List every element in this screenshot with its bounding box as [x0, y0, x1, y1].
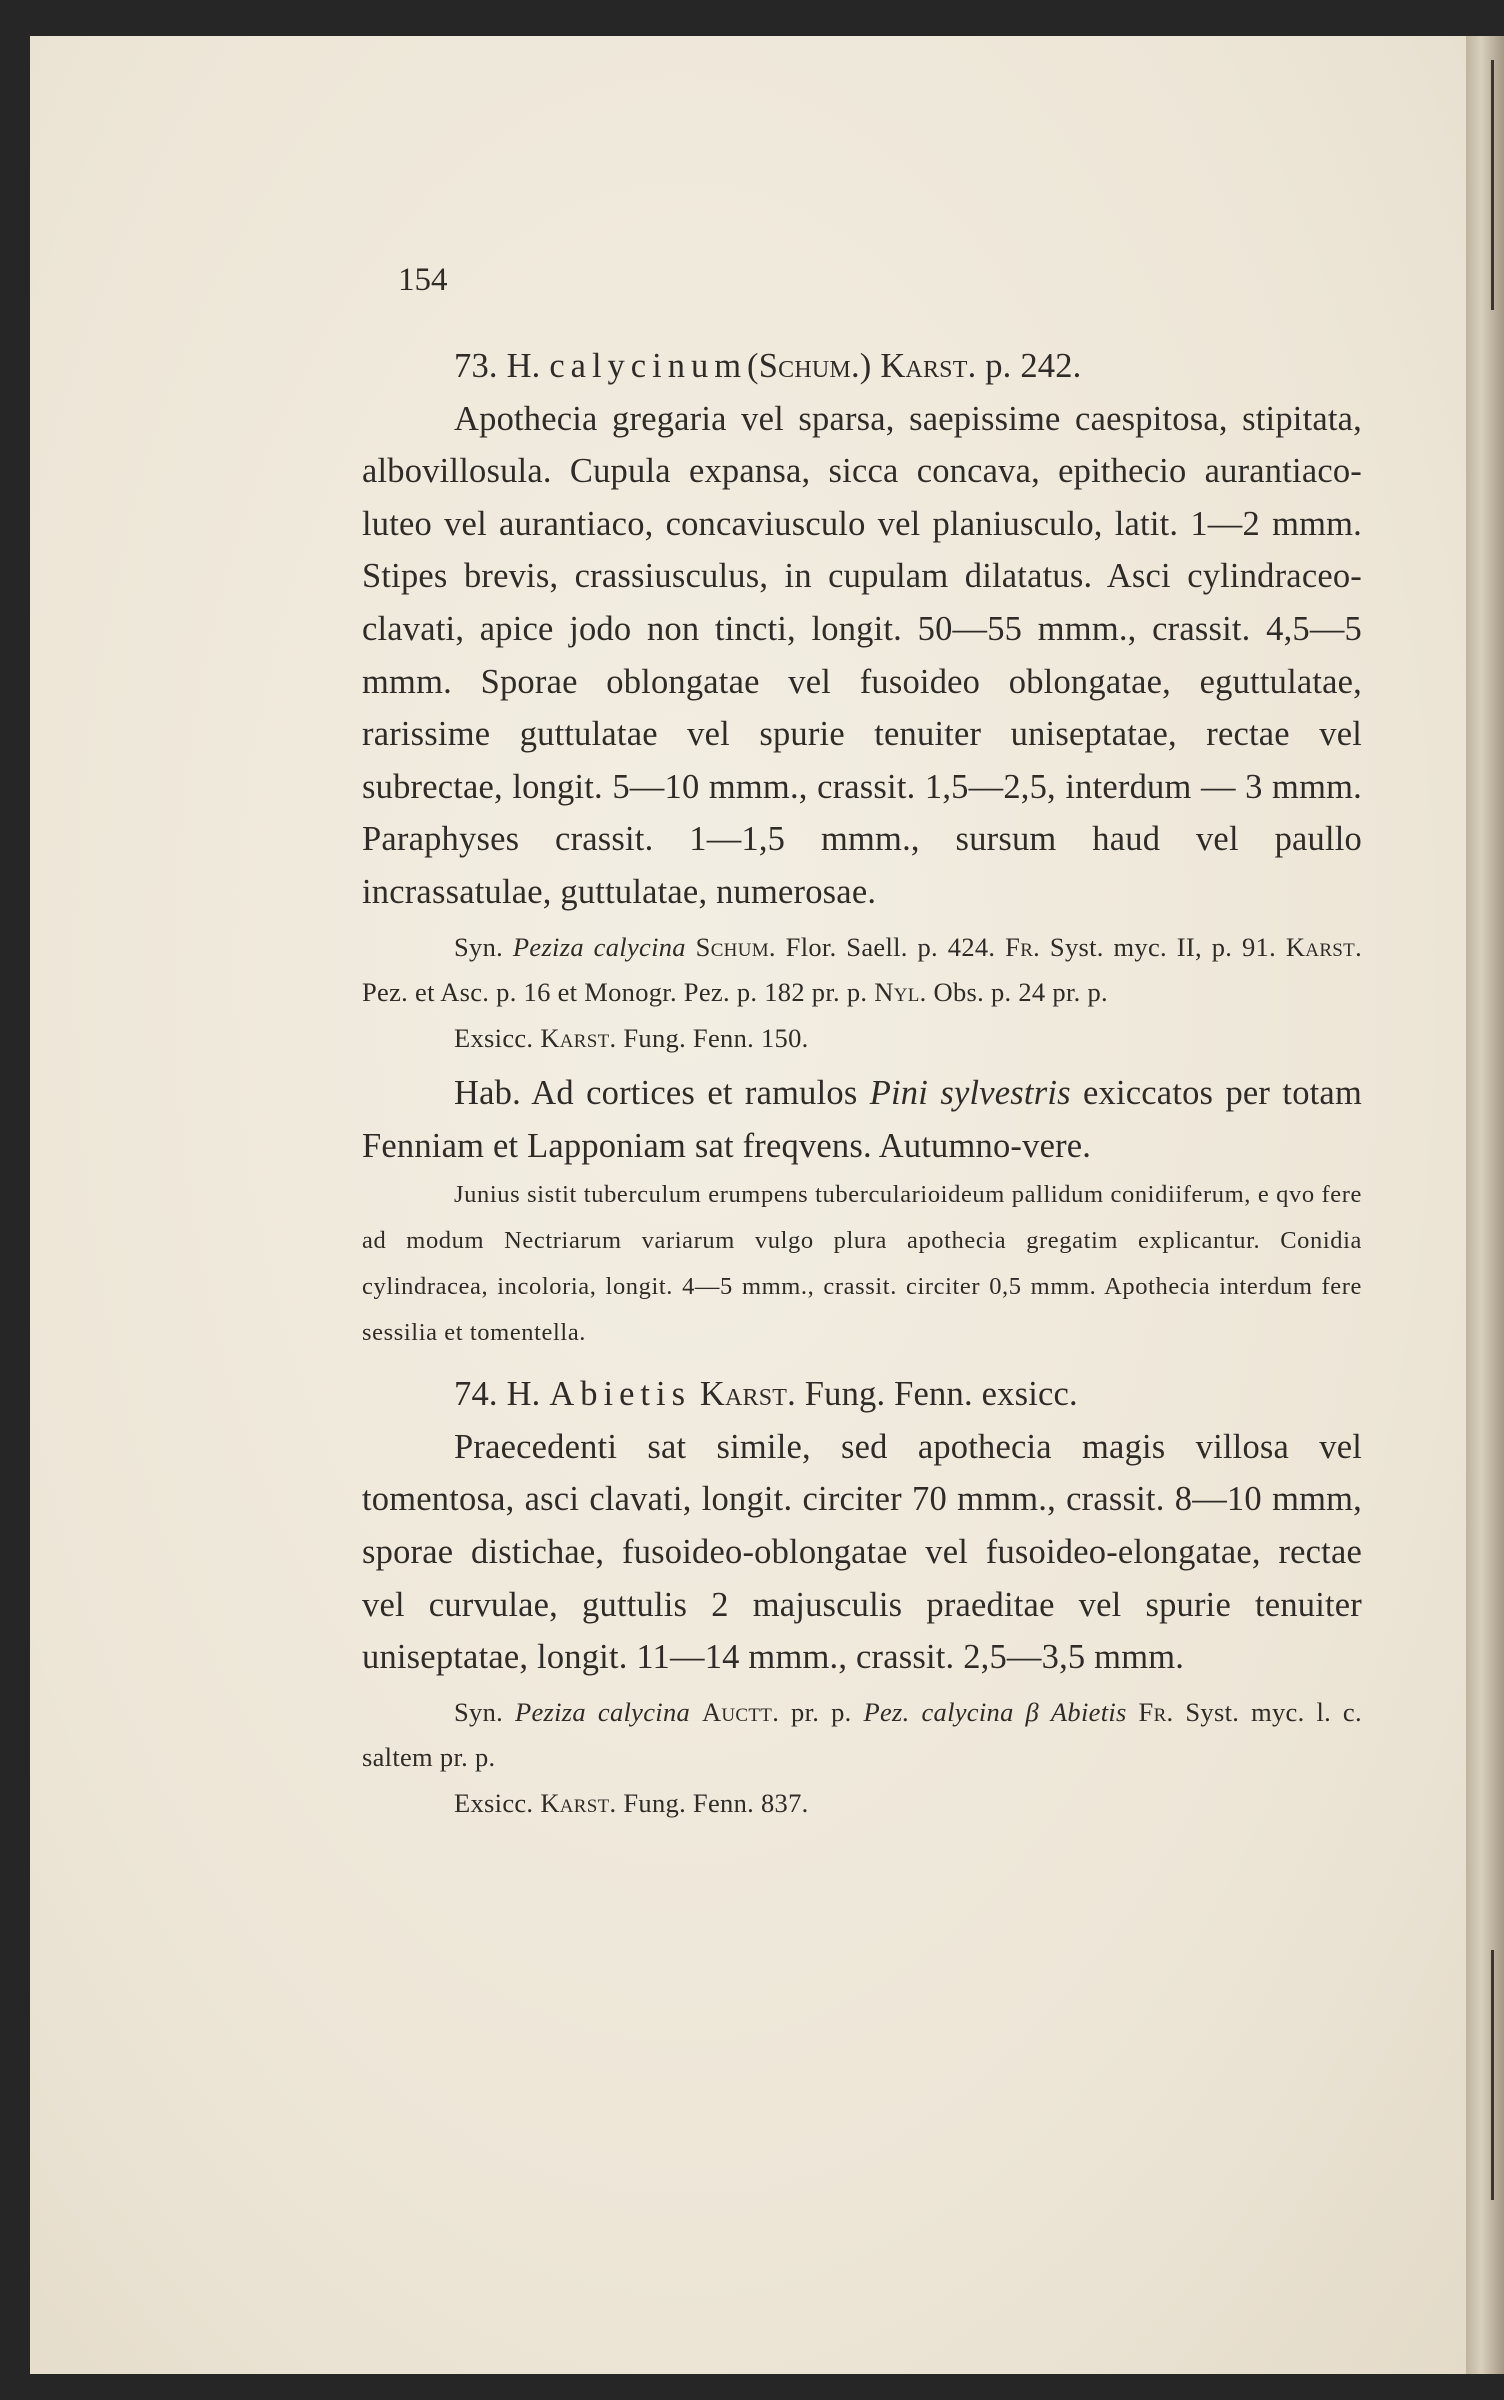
entry-74-authority: Karst. [699, 1375, 796, 1414]
entry-73-note: Junius sistit tuberculum erumpens tubercularioideum pallidum conidiiferum, e qvo fere ad modum Nectriarum variarum vulgo plura apothecia gregatim explicantur. Conidia cylindracea, incoloria, longit. 4—5 mmm., crassit. circiter 0,5 mmm. Apothecia interdum fere sessilia et tomentella. [362, 1181, 1362, 1347]
exsicc-label: Exsicc. [454, 1787, 534, 1818]
syn-ref: pr. p. [791, 1696, 852, 1727]
hab-text: exiccatos per totam Fenniam et Lapponiam sat freqvens. Autumno-vere. [362, 1074, 1362, 1165]
entry-73-paren-close: ) [859, 347, 872, 385]
hab-label: Hab. [454, 1074, 521, 1113]
exsicc-author: Karst. [540, 1787, 617, 1818]
syn-author: Auctt. [701, 1696, 780, 1727]
entry-74-description: Praecedenti sat simile, sed apothecia magis villosa vel tomentosa, asci clavati, longit. circiter 70 mmm., crassit. 8—10 mmm, sporae distichae, fusoideo-oblongatae vel fusoideo-elongatae, rectae vel curvulae, guttulis 2 majusculis praeditae vel spurie tenuiter uniseptatae, longit. 11—14 mmm., crassit. 2,5—3,5 mmm. [362, 1427, 1362, 1677]
entry-73-description: Apothecia gregaria vel sparsa, saepissime caespitosa, stipitata, albovillosula. Cupula expansa, sicca concava, epithecio aurantiaco-luteo vel aurantiaco, concaviusculo vel planiusculo, latit. 1—2 mmm. Stipes brevis, crassiusculus, in cupulam dilatatus. Asci cylindraceo-clavati, apice jodo non tincti, longit. 50—55 mmm., crassit. 4,5—5 mmm. Sporae oblongatae vel fusoideo oblongatae, eguttulatae, rarissime guttulatae vel spurie tenuiter uniseptatae, rectae vel subrectae, longit. 5—10 mmm., crassit. 1,5—2,5, interdum — 3 mmm. Paraphyses crassit. 1—1,5 mmm., sursum haud vel paullo incrassatulae, guttulatae, numerosae. [362, 399, 1362, 911]
entry-74-exsiccata [362, 1781, 1362, 1827]
entry-73-species: calycinum [549, 347, 748, 385]
syn-ref: Pez. et Asc. p. 16 et Monogr. Pez. p. 182 pr. p. [362, 977, 868, 1008]
book-spine-edge [1466, 36, 1504, 2374]
spine-shadow-line [1491, 60, 1494, 310]
page-number: 154 [398, 262, 448, 298]
entry-73-genus: H. [506, 347, 541, 385]
syn-label: Syn. [454, 931, 504, 962]
entry-73-exsiccata [362, 1016, 1362, 1062]
exsicc-ref: Fung. Fenn. 150. [623, 1022, 809, 1053]
syn-name: Peziza calycina [514, 1696, 691, 1727]
syn-name: Peziza calycina [512, 931, 686, 962]
entry-74-synonyms [362, 1690, 1362, 1781]
entry-74-number: 74. [454, 1375, 498, 1414]
syn-name: Pez. calycina β Abietis [863, 1696, 1127, 1727]
syn-ref: Syst. myc. l. c. saltem pr. p. [362, 1696, 1362, 1773]
syn-author: Schum. [695, 931, 776, 962]
syn-author: Fr. [1005, 931, 1041, 962]
entry-74-species: Abietis [549, 1375, 692, 1414]
syn-author: Karst. [1285, 931, 1362, 962]
syn-ref: Syst. myc. II, p. 91. [1049, 931, 1277, 962]
entry-73-habitat [362, 1067, 1362, 1172]
entry-73-authority-schum: Schum. [758, 347, 860, 385]
entry-73-number: 73. [454, 347, 498, 385]
exsicc-label: Exsicc. [454, 1022, 534, 1053]
entry-73-heading [362, 340, 1362, 393]
entry-73-page-ref: p. 242. [985, 347, 1082, 385]
exsicc-ref: Fung. Fenn. 837. [623, 1787, 809, 1818]
syn-author: Fr. [1138, 1696, 1174, 1727]
entry-74-genus: H. [506, 1375, 541, 1414]
hab-text: Ad cortices et ramulos [531, 1074, 858, 1113]
entry-74-heading [362, 1368, 1362, 1421]
syn-ref: Obs. p. 24 pr. p. [933, 977, 1108, 1008]
entry-73-synonyms [362, 925, 1362, 1016]
entry-73-authority-karst: Karst. [880, 347, 977, 385]
syn-author: Nyl. [874, 977, 927, 1008]
hab-host: Pini sylvestris [869, 1074, 1071, 1113]
syn-ref: Flor. Saell. p. 424. [785, 931, 996, 962]
entry-74-ref: Fung. Fenn. exsicc. [804, 1375, 1078, 1414]
text-column [362, 340, 1362, 1826]
exsicc-author: Karst. [540, 1022, 617, 1053]
syn-label: Syn. [454, 1696, 504, 1727]
entry-73-paren-open: ( [747, 347, 759, 385]
spine-shadow-line [1491, 1950, 1494, 2200]
